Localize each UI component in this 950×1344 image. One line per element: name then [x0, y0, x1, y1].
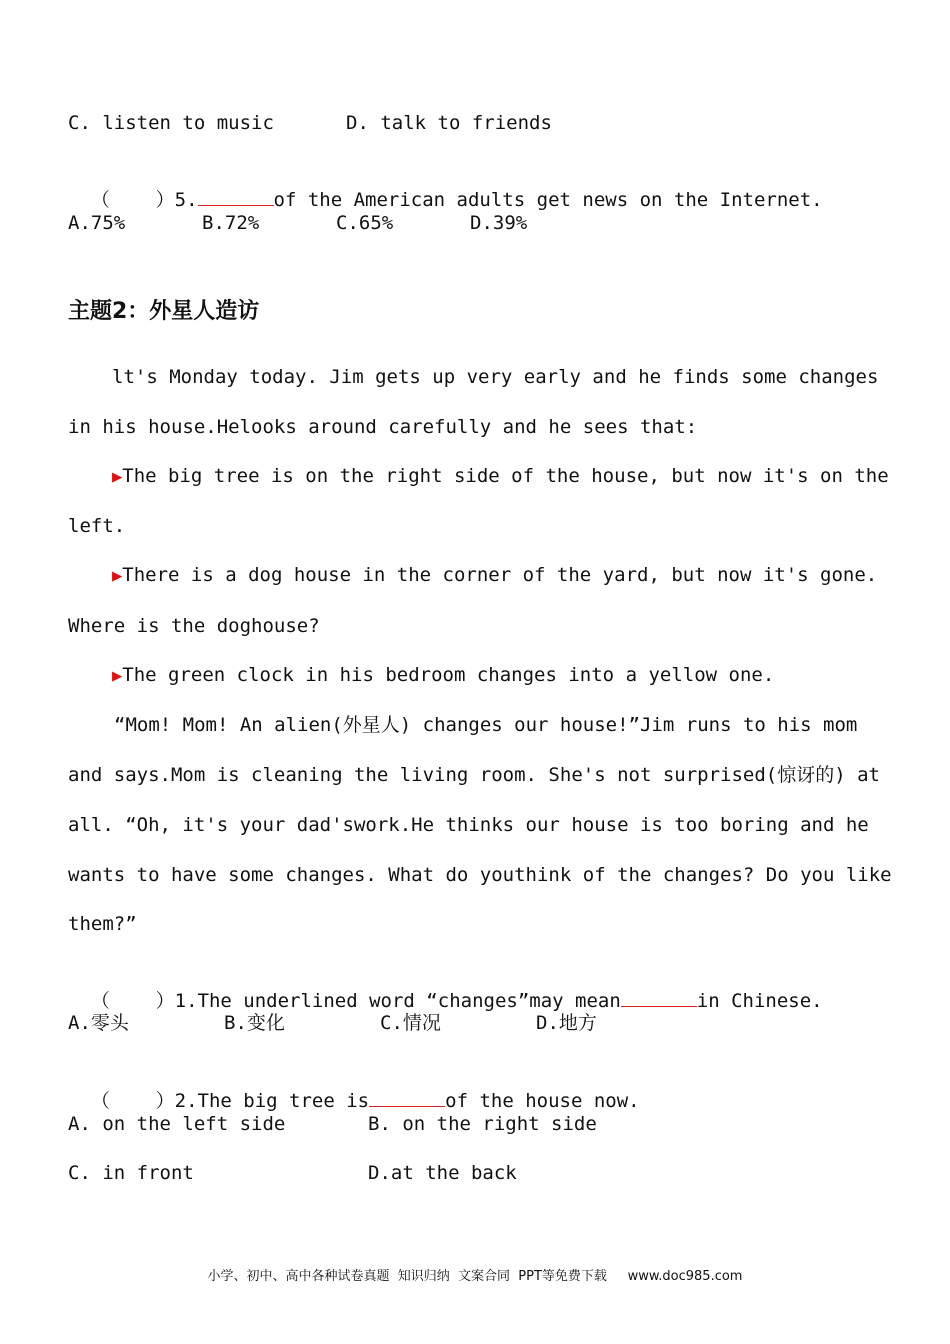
q1-number: （ ）1. [90, 990, 198, 1012]
triangle-bullet-icon: ▶ [112, 467, 123, 487]
q1-option-c: C.情况 [380, 1012, 441, 1034]
q5-number: （ ）5. [90, 189, 198, 211]
passage-p1-line1: lt's Monday today. Jim gets up very early and he finds some changes [112, 366, 879, 388]
bullet-3 [112, 663, 774, 688]
q2-number: （ ）2. [90, 1090, 198, 1112]
q5-option-d: D.39% [470, 212, 528, 234]
q5-option-b: B.72% [202, 212, 260, 234]
q1-blank [621, 986, 697, 1007]
bullet-2-line2: Where is the doghouse? [68, 615, 320, 637]
q2-option-c: C. in front [68, 1162, 194, 1184]
triangle-bullet-icon: ▶ [112, 566, 123, 586]
q4-option-c: C. listen to music [68, 112, 274, 134]
q2-option-d: D.at the back [368, 1162, 517, 1184]
bullet-1-line2: left. [68, 515, 126, 537]
q5-option-c: C.65% [336, 212, 394, 234]
question-1 [68, 962, 823, 1013]
q1-text: The underlined word “changes”may mean [197, 990, 621, 1012]
q1-option-d: D.地方 [536, 1012, 597, 1034]
q5-text: of the American adults get news on the Internet. [273, 189, 823, 211]
bullet-1 [112, 464, 889, 489]
bullet-3-text: The green clock in his bedroom changes into a yellow one. [122, 664, 775, 686]
q4-option-d: D. talk to friends [346, 112, 552, 134]
passage-p2-line2: and says.Mom is cleaning the living room. She's not surprised(惊讶的) at [68, 764, 880, 786]
q2-option-a: A. on the left side [68, 1113, 286, 1135]
passage-p2-line4: wants to have some changes. What do youthink of the changes? Do you like [68, 864, 892, 886]
passage-p2-line1: “Mom! Mom! An alien(外星人) changes our house!”Jim runs to his mom [114, 714, 858, 736]
passage-p2-line3: all. “Oh, it's your dad'swork.He thinks our house is too boring and he [68, 814, 869, 836]
q1-option-a: A.零头 [68, 1012, 129, 1034]
page-footer: 小学、初中、高中各种试卷真题 知识归纳 文案合同 PPT等免费下载 www.doc985.com [207, 1269, 743, 1284]
q5-option-a: A.75% [68, 212, 126, 234]
bullet-2-text: There is a dog house in the corner of the yard, but now it's gone. [122, 564, 878, 586]
q2-blank [369, 1086, 445, 1107]
passage-p2-line5: them?” [68, 913, 137, 935]
question-5 [68, 161, 823, 212]
q1-option-b: B.变化 [224, 1012, 285, 1034]
q1-rest: in Chinese. [696, 990, 823, 1012]
bullet-2 [112, 563, 877, 588]
triangle-bullet-icon: ▶ [112, 666, 123, 686]
q5-blank [198, 185, 274, 206]
bullet-1-text: The big tree is on the right side of the house, but now it's on the [122, 465, 889, 487]
q2-option-b: B. on the right side [368, 1113, 597, 1135]
section-title: 主题2：外星人造访 [68, 299, 260, 324]
q2-text: The big tree is [197, 1090, 370, 1112]
q2-rest: of the house now. [445, 1090, 640, 1112]
passage-p1-line2: in his house.Helooks around carefully and he sees that: [68, 416, 698, 438]
question-2 [68, 1062, 640, 1113]
